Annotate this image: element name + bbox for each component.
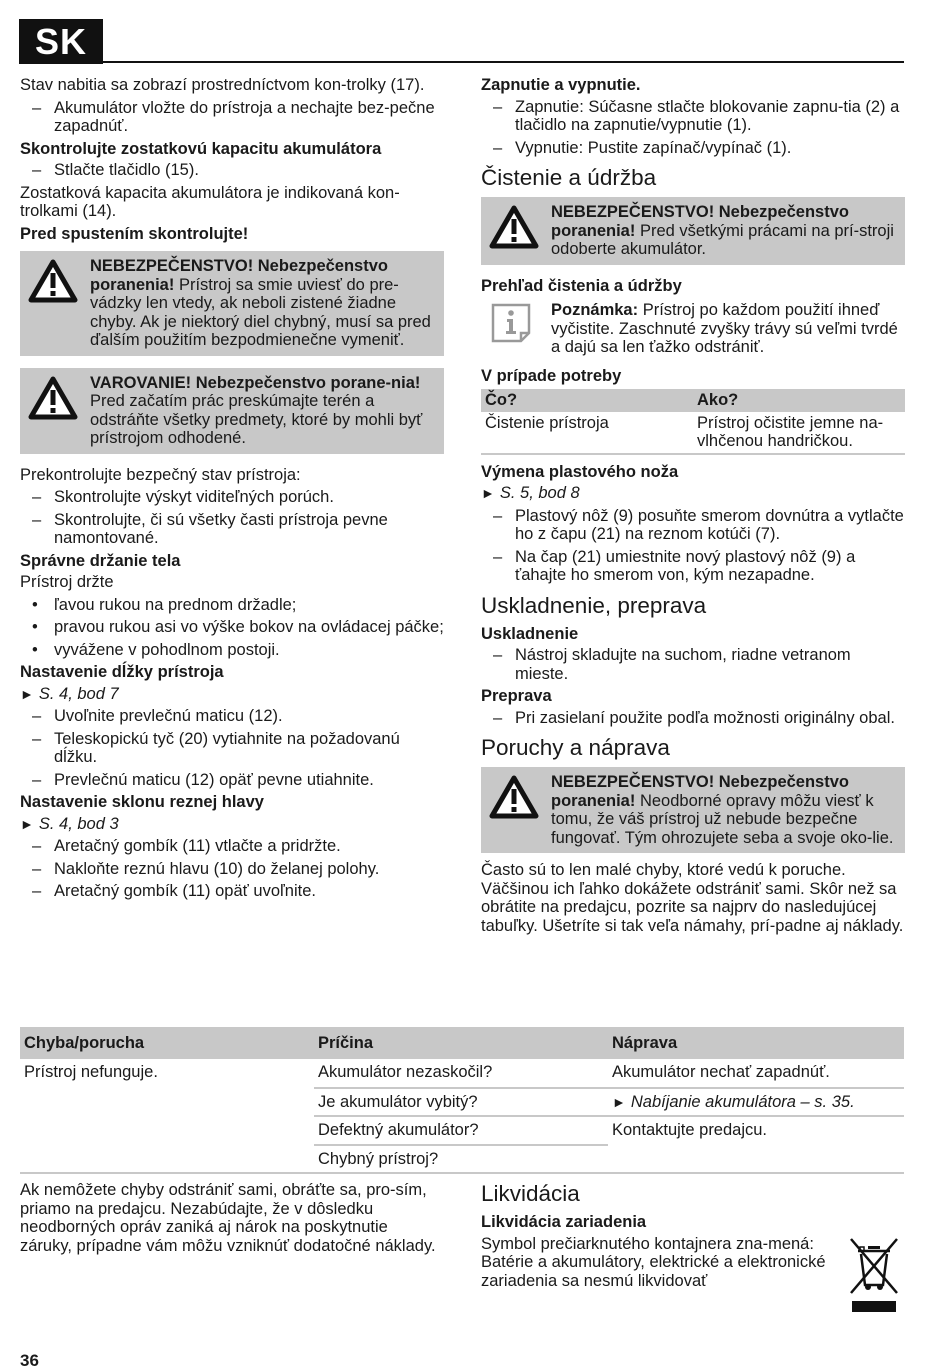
bullet-marker: • (32, 618, 38, 636)
list-item-text: Prevlečnú maticu (12) opäť pevne utiahnite. (54, 770, 374, 789)
list-item-text: pravou rukou asi vo výške bokov na ovládacej páčke; (54, 618, 444, 636)
list-item (20, 730, 444, 767)
reference-text: S. 4, bod 7 (38, 684, 119, 703)
disposal-paragraph: Symbol prečiarknutého kontajnera zna-mená: Batérie a akumulátory, elektrické a elektronické zariadenia sa nesmú likvidovať (481, 1234, 826, 1290)
list-item (20, 618, 444, 637)
table-cell: Kontaktujte predajcu. (608, 1116, 904, 1173)
dash-marker: – (493, 506, 503, 525)
press-list (20, 161, 444, 180)
dash-marker: – (493, 547, 503, 566)
hold-list (20, 596, 444, 660)
right-column (481, 76, 905, 939)
dash-marker: – (493, 646, 503, 664)
before-start-heading: Pred spustením skontrolujte! (20, 224, 249, 243)
dash-marker: – (32, 707, 42, 725)
hold-paragraph: Prístroj držte (20, 573, 114, 591)
bottom-right-column (481, 1181, 905, 1294)
table-row (20, 1059, 904, 1088)
warning-triangle-icon (28, 259, 78, 303)
list-item (20, 511, 444, 548)
list-item (20, 641, 444, 660)
list-item (481, 139, 905, 158)
danger-text: Neodborné opravy môžu viesť k tomu, že váš prístroj už nebude bezpečne fungovať. Tým ohrozujete seba a svoje oko-lie. (551, 791, 894, 847)
length-reference (20, 685, 444, 704)
transport-list (481, 709, 905, 728)
table-header-cell: Príčina (314, 1027, 608, 1059)
table-header-row (481, 389, 905, 412)
capacity-paragraph: Zostatková kapacita akumulátora je indikovaná kon-trolkami (14). (20, 183, 400, 220)
onoff-heading: Zapnutie a vypnutie. (481, 76, 641, 94)
list-item-text: vyvážene v pohodlnom postoji. (54, 640, 280, 659)
list-item-text: Aretačný gombík (11) opäť uvoľnite. (54, 882, 316, 900)
note-text: Prístroj po každom použití ihneď vyčistite. Zaschnuté zvyšky trávy sú veľmi tvrdé a dajú sa len ťažko odstrániť. (551, 301, 898, 356)
list-item (20, 707, 444, 726)
list-item (20, 161, 444, 180)
list-item-text: Skontrolujte, či sú všetky časti prístroja pevne namontované. (54, 510, 388, 547)
bottom-left-column (20, 1181, 444, 1259)
length-list (20, 707, 444, 789)
left-column (20, 76, 444, 905)
table-cell: Chybný prístroj? (314, 1145, 608, 1174)
danger-box (481, 197, 905, 265)
header-rule (103, 61, 904, 63)
table-header-row (20, 1027, 904, 1059)
fault-table (20, 1027, 904, 1174)
list-item (20, 837, 444, 856)
fault-paragraph: Často sú to len malé chyby, ktoré vedú k poruche. Väčšinou ich ľahko dokážete odstrániť sami. Skôr než sa obrátite na predajcu, pozrite sa najprv do nasledujúcej tabuľky. Ušetríte si tak veľa námahy, prí-padne aj náklady. (481, 861, 904, 935)
list-item-text: Vypnutie: Pustite zapínač/vypínač (1). (515, 138, 792, 157)
table-row (481, 412, 905, 454)
knife-list (481, 507, 905, 585)
need-heading: V prípade potreby (481, 366, 622, 385)
list-item (20, 488, 444, 507)
list-item (481, 709, 905, 728)
dash-marker: – (493, 97, 503, 116)
bullet-marker: • (32, 595, 38, 614)
table-cell: Čistenie prístroja (481, 412, 693, 454)
arrow-right-icon: ► (612, 1093, 626, 1110)
table-header-cell: Čo? (481, 389, 693, 412)
reference-link (612, 1093, 855, 1111)
tilt-list (20, 837, 444, 901)
dash-marker: – (32, 510, 42, 529)
table-header-cell: Chyba/porucha (20, 1027, 314, 1059)
table-cell: Akumulátor nezaskočil? (314, 1059, 608, 1088)
list-item-text: Pri zasielaní použite podľa možnosti originálny obal. (515, 708, 895, 727)
dash-marker: – (32, 837, 42, 855)
list-item (481, 548, 905, 585)
dash-marker: – (493, 138, 503, 157)
storage-section-title: Uskladnenie, preprava (481, 592, 707, 618)
list-item-text: Uvoľnite prevlečnú maticu (12). (54, 707, 283, 725)
warning-text: Pred začatím prác preskúmajte terén a odstráňte všetky predmety, ktoré by mohli byť prístrojom odhodené. (90, 392, 423, 447)
warning-triangle-icon (489, 775, 539, 819)
dash-marker: – (32, 488, 42, 506)
list-item-text: Teleskopickú tyč (20) vytiahnite na požadovanú dĺžku. (54, 729, 400, 766)
list-item-text: Nástroj skladujte na suchom, riadne vetranom mieste. (515, 646, 851, 683)
list-item-text: Akumulátor vložte do prístroja a nechajte bez-pečne zapadnúť. (54, 98, 435, 135)
list-item-text: Na čap (21) umiestnite nový plastový nôž (9) a ťahajte ho smerom von, kým nezapadne. (515, 547, 856, 584)
check-list (20, 488, 444, 548)
table-header-cell: Náprava (608, 1027, 904, 1059)
tilt-reference (20, 815, 444, 834)
knife-reference (481, 484, 905, 503)
list-item (20, 771, 444, 790)
dash-marker: – (32, 882, 42, 900)
knife-heading: Výmena plastového noža (481, 462, 679, 481)
warning-title: VAROVANIE! Nebezpečenstvo porane-nia! (90, 373, 421, 392)
list-item-text: Nakloňte reznú hlavu (10) do želanej polohy. (54, 859, 380, 878)
table-cell: Defektný akumulátor? (314, 1116, 608, 1145)
table-cell (608, 1088, 904, 1117)
table-header-cell: Ako? (693, 389, 905, 412)
crossed-bin-icon (848, 1235, 900, 1315)
onoff-list (481, 98, 905, 158)
list-item (481, 646, 905, 683)
warning-triangle-icon (28, 376, 78, 420)
list-item (20, 99, 444, 136)
danger-title: NEBEZPEČENSTVO! Nebezpečenstvo poranenia! (551, 773, 849, 810)
cleaning-section-title: Čistenie a údržba (481, 165, 657, 190)
note-box (481, 301, 905, 357)
table-cell: Prístroj očistite jemne na-vlhčenou handričkou. (693, 412, 905, 454)
page-number: 36 (20, 1351, 39, 1370)
list-item-text: Stlačte tlačidlo (15). (54, 161, 199, 179)
arrow-right-icon: ► (20, 815, 34, 832)
list-item-text: Aretačný gombík (11) vtlačte a pridržte. (54, 837, 341, 855)
danger-title: NEBEZPEČENSTVO! Nebezpečenstvo poranenia! (90, 257, 388, 294)
info-note-icon (489, 303, 533, 343)
arrow-right-icon: ► (481, 485, 495, 501)
reference-text: Nabíjanie akumulátora – s. 35. (630, 1092, 855, 1111)
list-item-text: ľavou rukou na prednom držadle; (54, 595, 297, 614)
list-item-text: Skontrolujte výskyt viditeľných porúch. (54, 488, 334, 506)
faults-section-title: Poruchy a náprava (481, 735, 670, 760)
reference-text: S. 4, bod 3 (38, 814, 119, 833)
dash-marker: – (493, 708, 503, 727)
warning-box (20, 368, 444, 454)
insert-list (20, 99, 444, 136)
dash-marker: – (32, 770, 42, 789)
table-cell: Akumulátor nechať zapadnúť. (608, 1059, 904, 1088)
danger-box (20, 251, 444, 356)
check-paragraph: Prekontrolujte bezpečný stav prístroja: (20, 465, 301, 484)
bullet-marker: • (32, 640, 38, 659)
list-item-text: Plastový nôž (9) posuňte smerom dovnútra a vytlačte ho z čapu (21) na reznom kotúči (7). (515, 506, 904, 543)
danger-text: Pred všetkými prácami na prí-stroji odoberte akumulátor. (551, 221, 894, 258)
disposal-section-title: Likvidácia (481, 1181, 580, 1206)
dash-marker: – (32, 729, 42, 748)
transport-heading: Preprava (481, 687, 552, 705)
overview-heading: Prehľad čistenia a údržby (481, 276, 682, 295)
list-item (20, 860, 444, 879)
list-item (20, 596, 444, 615)
list-item-text: Zapnutie: Súčasne stlačte blokovanie zapnu-tia (2) a tlačidlo na zapnutie/vypnutie (1). (515, 97, 900, 134)
list-item (481, 98, 905, 135)
note-title: Poznámka: (551, 301, 639, 319)
warranty-paragraph: Ak nemôžete chyby odstrániť sami, obráťte sa, pro-sím, priamo na predajcu. Nezabúdajte, že v dôsledku neodborných opráv zaniká aj nárok na poskytnutie záruky, prípadne vám môžu vzniknúť dodatočné náklady. (20, 1181, 436, 1255)
posture-heading: Správne držanie tela (20, 551, 181, 570)
storage-heading: Uskladnenie (481, 624, 579, 643)
capacity-heading: Skontrolujte zostatkovú kapacitu akumulátora (20, 139, 382, 158)
warning-triangle-icon (489, 205, 539, 249)
arrow-right-icon: ► (20, 685, 34, 702)
reference-text: S. 5, bod 8 (499, 484, 580, 502)
list-item (481, 507, 905, 544)
danger-text: Prístroj sa smie uviesť do pre-vádzky len vtedy, ak neboli zistené žiadne chyby. Ak je niektorý diel chybný, musí sa pred ďalším použitím bezpodmienečne vymeniť. (90, 275, 431, 349)
dash-marker: – (32, 161, 42, 179)
length-heading: Nastavenie dĺžky prístroja (20, 663, 224, 681)
storage-list (481, 646, 905, 683)
dash-marker: – (32, 859, 42, 878)
language-badge: SK (19, 19, 103, 64)
danger-box (481, 767, 905, 853)
charge-paragraph: Stav nabitia sa zobrazí prostredníctvom kon-trolky (17). (20, 76, 425, 94)
cleaning-table (481, 389, 905, 455)
disposal-heading: Likvidácia zariadenia (481, 1213, 647, 1231)
dash-marker: – (32, 98, 42, 117)
danger-title: NEBEZPEČENSTVO! Nebezpečenstvo poranenia! (551, 203, 849, 240)
tilt-heading: Nastavenie sklonu reznej hlavy (20, 793, 264, 811)
table-cell: Je akumulátor vybitý? (314, 1088, 608, 1117)
list-item (20, 882, 444, 901)
table-cell: Prístroj nefunguje. (20, 1059, 314, 1173)
